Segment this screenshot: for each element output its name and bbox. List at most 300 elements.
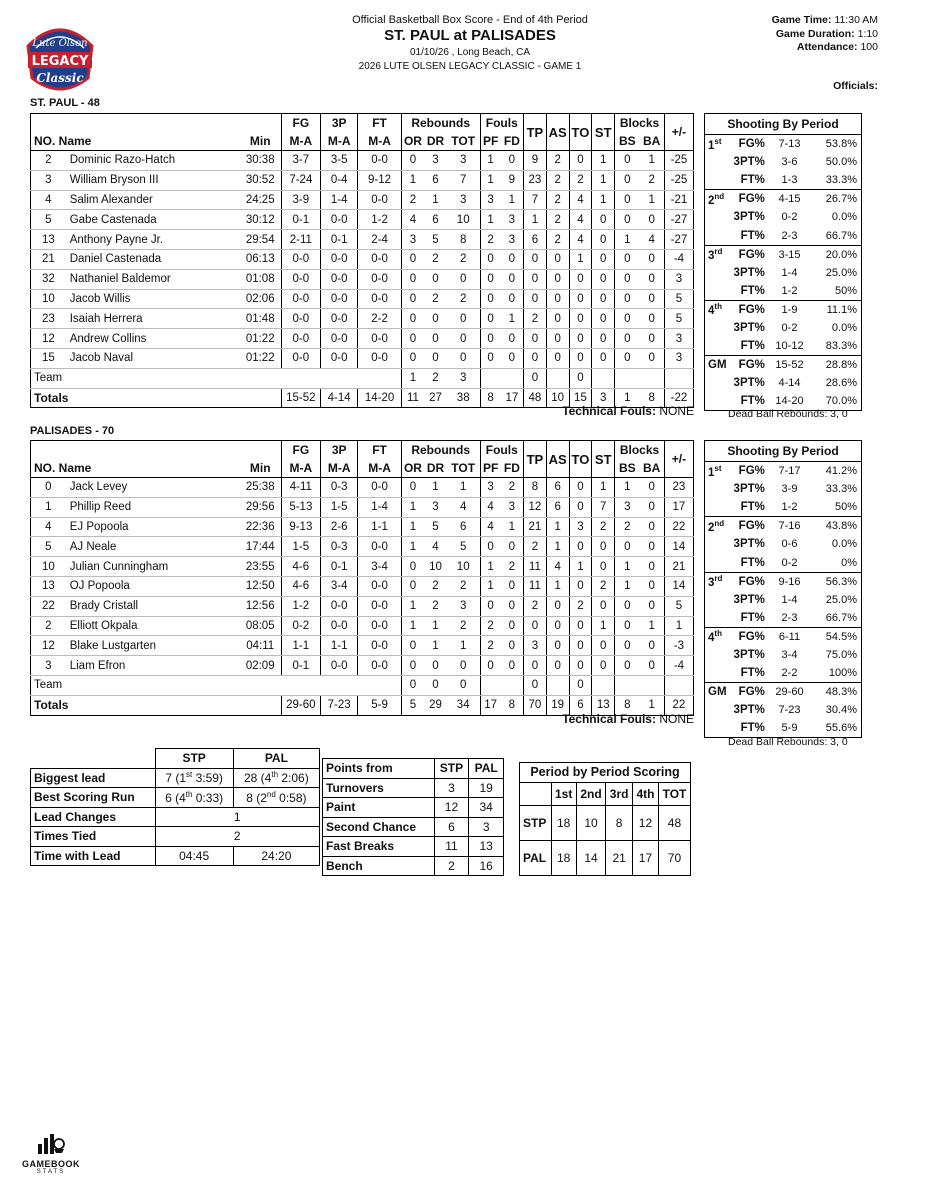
stat-as: 2 (546, 230, 569, 250)
stat-fd: 0 (501, 576, 524, 596)
shooting-stat-label: 3PT% (733, 266, 765, 279)
stat-ba: 1 (639, 190, 664, 210)
col-or: OR (401, 458, 424, 478)
stat-bs: 2 (615, 517, 640, 537)
col-plus-minus: +/- (664, 441, 693, 478)
col-fouls: Fouls (480, 441, 523, 459)
stat-or: 0 (401, 636, 424, 656)
stat-or: 0 (401, 557, 424, 577)
stat-bs: 0 (615, 170, 640, 190)
stat-fg: 0-0 (281, 269, 320, 289)
col-plus-minus: +/- (664, 114, 693, 151)
team-st-empty (592, 675, 615, 695)
stat-tp: 0 (524, 269, 547, 289)
lead-stp-suffix: st (186, 770, 193, 780)
stat-bs: 0 (615, 289, 640, 309)
stat-dr: 2 (424, 576, 447, 596)
player-name: Dominic Razo-Hatch (66, 151, 240, 171)
col-bs: BS (615, 458, 640, 478)
period-scoring-title: Period by Period Scoring (520, 763, 691, 783)
shooting-stat-label: FG% (738, 359, 765, 372)
shooting-made-att: 0-6 (781, 538, 798, 551)
total-tp3: 4-14 (321, 388, 358, 408)
stat-min: 02:09 (240, 656, 281, 676)
shooting-stat-label: 3PT% (733, 704, 765, 717)
player-name: Phillip Reed (66, 497, 240, 517)
stat-min: 01:48 (240, 309, 281, 329)
stat-min: 12:50 (240, 576, 281, 596)
stat-fd: 3 (501, 210, 524, 230)
total-pm: -22 (664, 388, 693, 408)
col-min: Min (240, 458, 281, 478)
stat-min: 30:52 (240, 170, 281, 190)
stat-dr: 2 (424, 249, 447, 269)
stat-ba: 0 (639, 557, 664, 577)
stat-pf: 1 (480, 151, 501, 171)
period-label (705, 683, 729, 702)
col-ft-ma: M-A (358, 458, 402, 478)
player-number: 13 (31, 230, 66, 250)
shooting-stat-label: FT% (740, 395, 765, 408)
team-row (31, 675, 694, 695)
col-tot: TOT (447, 458, 480, 478)
stat-pm: 5 (664, 289, 693, 309)
col-fouls: Fouls (480, 114, 523, 132)
stat-dr: 2 (424, 289, 447, 309)
total-pf: 8 (480, 388, 501, 408)
stat-pf: 4 (480, 517, 501, 537)
totals-label: Totals (31, 695, 282, 715)
stat-or: 0 (401, 576, 424, 596)
shooting-pct: 33.3% (814, 171, 861, 190)
player-name: Brady Cristall (66, 596, 240, 616)
stat-tp: 0 (524, 616, 547, 636)
col-tp: TP (524, 114, 547, 151)
stat-ft: 0-0 (358, 249, 402, 269)
stat-ft: 0-0 (358, 289, 402, 309)
stat-pm: 3 (664, 329, 693, 349)
stat-fd: 3 (501, 497, 524, 517)
shooting-row (705, 374, 862, 392)
stat-st: 1 (592, 151, 615, 171)
stat-tot: 0 (447, 329, 480, 349)
lead-pal (233, 768, 319, 788)
stat-ba: 0 (639, 537, 664, 557)
stat-ba: 0 (639, 636, 664, 656)
total-dr: 27 (424, 388, 447, 408)
stat-min: 30:38 (240, 151, 281, 171)
stat-pm: 22 (664, 517, 693, 537)
shooting-made-att: 1-3 (765, 171, 814, 190)
period-suffix: rd (714, 247, 723, 257)
stat-tp3: 0-3 (321, 478, 358, 498)
shooting-made-att: 5-9 (781, 722, 798, 735)
shooting-pct: 0% (814, 553, 861, 572)
stat-bs: 0 (615, 329, 640, 349)
period-header: TOT (658, 782, 690, 805)
period-label (705, 245, 729, 264)
shooting-made-att: 2-3 (765, 609, 814, 628)
officials-label: Officials: (833, 80, 878, 92)
stat-pf: 0 (480, 596, 501, 616)
shooting-pct: 54.5% (825, 630, 857, 643)
stat-ba: 4 (639, 230, 664, 250)
lead-pal (233, 788, 319, 808)
stat-ba: 0 (639, 497, 664, 517)
stat-ft: 0-0 (358, 151, 402, 171)
team-or: 1 (401, 368, 424, 388)
period-score: 10 (576, 805, 605, 840)
shooting-pct: 20.0% (825, 248, 857, 261)
period-label (705, 337, 729, 356)
total-fd: 17 (501, 388, 524, 408)
shooting-pct: 11.1% (826, 303, 857, 316)
period-label (705, 498, 729, 517)
stat-bs: 0 (615, 309, 640, 329)
times-tied-label: Times Tied (31, 827, 156, 847)
stat-pf: 0 (480, 656, 501, 676)
player-number: 2 (31, 616, 66, 636)
stat-tp3: 0-1 (321, 230, 358, 250)
stat-to: 0 (569, 576, 592, 596)
shooting-stat-label: FT% (729, 282, 765, 301)
lead-changes-row (31, 807, 320, 827)
points-label: Second Chance (323, 817, 435, 837)
player-row (31, 636, 694, 656)
stat-fd: 0 (501, 636, 524, 656)
stat-to: 4 (569, 230, 592, 250)
stat-min: 22:36 (240, 517, 281, 537)
period-label (705, 609, 729, 628)
player-name: Gabe Castenada (66, 210, 240, 230)
shooting-pct: 50% (814, 498, 861, 517)
stat-pm: 3 (664, 269, 693, 289)
player-row (31, 210, 694, 230)
stat-tp: 3 (524, 636, 547, 656)
stat-st: 0 (592, 537, 615, 557)
stat-dr: 2 (424, 596, 447, 616)
team-row-label: Team (31, 368, 402, 388)
stat-min: 08:05 (240, 616, 281, 636)
box-score-table (30, 440, 694, 716)
player-name: Salim Alexander (66, 190, 240, 210)
shooting-pct: 43.8% (825, 520, 857, 533)
player-number: 2 (31, 151, 66, 171)
period-label (705, 356, 729, 375)
stat-to: 0 (569, 497, 592, 517)
period-label (705, 319, 729, 337)
shooting-made-att: 1-9 (781, 303, 798, 316)
stat-bs: 3 (615, 497, 640, 517)
period-scoring-table (519, 762, 691, 876)
stat-ft: 0-0 (358, 190, 402, 210)
col-dr: DR (424, 458, 447, 478)
stat-bs: 0 (615, 656, 640, 676)
stat-ft: 2-2 (358, 309, 402, 329)
shooting-row (705, 462, 862, 481)
stat-tp3: 0-0 (321, 210, 358, 230)
technical-fouls (562, 404, 694, 418)
stat-ba: 0 (639, 596, 664, 616)
shooting-pct: 50.0% (825, 156, 857, 169)
game-info (772, 14, 878, 55)
stat-as: 6 (546, 497, 569, 517)
points-stp: 12 (434, 798, 469, 818)
stat-dr: 0 (424, 309, 447, 329)
stat-st: 0 (592, 269, 615, 289)
shooting-row (705, 282, 862, 301)
player-name: Andrew Collins (66, 329, 240, 349)
stat-dr: 5 (424, 517, 447, 537)
stat-tot: 7 (447, 170, 480, 190)
col-rebounds: Rebounds (401, 114, 480, 132)
stat-st: 1 (592, 170, 615, 190)
footer-brand-sub: STATS (36, 1169, 66, 1175)
col-3p: 3P (321, 441, 358, 459)
stat-or: 0 (401, 289, 424, 309)
stat-to: 0 (569, 348, 592, 368)
stat-ba: 0 (639, 269, 664, 289)
stat-tot: 2 (447, 249, 480, 269)
lead-stp-rest: 3:59) (192, 771, 223, 786)
footer-brand: GAMEBOOK (22, 1159, 80, 1169)
shooting-made-att: 7-23 (778, 704, 801, 717)
lead-row (31, 788, 320, 808)
stat-pf: 1 (480, 557, 501, 577)
col-fd: FD (501, 458, 524, 478)
player-row (31, 151, 694, 171)
shooting-made-att: 0-2 (765, 553, 814, 572)
stat-dr: 0 (424, 656, 447, 676)
stat-min: 02:06 (240, 289, 281, 309)
stat-st: 1 (592, 190, 615, 210)
points-row (323, 837, 504, 857)
stat-to: 0 (569, 478, 592, 498)
shooting-stat-label: FG% (738, 686, 765, 699)
player-name: William Bryson III (66, 170, 240, 190)
period-label (705, 517, 729, 536)
shooting-row (705, 480, 862, 498)
points-stp: 2 (434, 856, 469, 876)
col-ba: BA (639, 131, 664, 151)
stat-st: 0 (592, 210, 615, 230)
shooting-row (705, 264, 862, 282)
stat-fd: 0 (501, 348, 524, 368)
stat-or: 1 (401, 497, 424, 517)
stat-fg: 1-5 (281, 537, 320, 557)
col-st: ST (592, 441, 615, 478)
stat-tot: 1 (447, 478, 480, 498)
shooting-row (705, 153, 862, 171)
lead-header-stp: STP (155, 749, 233, 769)
stat-pf: 0 (480, 537, 501, 557)
stat-tp: 6 (524, 230, 547, 250)
period-row (520, 805, 691, 840)
team-fouls-empty (480, 675, 523, 695)
stat-to: 0 (569, 309, 592, 329)
stat-or: 0 (401, 269, 424, 289)
lead-row (31, 768, 320, 788)
col-dr: DR (424, 131, 447, 151)
stat-pm: -4 (664, 249, 693, 269)
period-label (705, 374, 729, 392)
matchup-title: ST. PAUL at PALISADES (384, 27, 556, 44)
shooting-row (705, 337, 862, 356)
col-st: ST (592, 114, 615, 151)
stat-dr: 0 (424, 329, 447, 349)
stat-fd: 0 (501, 537, 524, 557)
stat-tp3: 0-0 (321, 249, 358, 269)
period-team: PAL (520, 840, 552, 875)
stat-as: 6 (546, 478, 569, 498)
col-pf: PF (480, 131, 501, 151)
stat-to: 4 (569, 190, 592, 210)
shooting-stat-label: FG% (738, 248, 765, 261)
points-row (323, 778, 504, 798)
stat-pm: -27 (664, 230, 693, 250)
stat-tot: 3 (447, 151, 480, 171)
period-label (705, 153, 729, 171)
period-number: GM (708, 359, 727, 372)
player-row (31, 656, 694, 676)
shooting-pct: 56.3% (825, 575, 857, 588)
lead-table (30, 748, 320, 866)
shooting-by-period (704, 113, 862, 411)
stat-to: 0 (569, 151, 592, 171)
stat-dr: 1 (424, 616, 447, 636)
shooting-pct: 75.0% (825, 648, 857, 661)
team-pm-empty (664, 675, 693, 695)
stat-as: 0 (546, 329, 569, 349)
player-name: Jack Levey (66, 478, 240, 498)
stat-pm: -27 (664, 210, 693, 230)
shooting-stat-label: 3PT% (733, 648, 765, 661)
stat-ba: 0 (639, 517, 664, 537)
shooting-pct: 0.0% (831, 538, 857, 551)
stat-fg: 0-0 (281, 289, 320, 309)
stat-fg: 0-0 (281, 309, 320, 329)
total-bs: 1 (615, 388, 640, 408)
period-label (705, 226, 729, 245)
stat-pm: 23 (664, 478, 693, 498)
points-from-header: Points from (323, 759, 435, 779)
total-pf: 17 (480, 695, 501, 715)
header-blank (31, 441, 282, 459)
stat-tp: 2 (524, 596, 547, 616)
period-number: 4 (708, 305, 715, 318)
col-fg-ma: M-A (281, 131, 320, 151)
shooting-row (705, 627, 862, 646)
period-score: 17 (632, 840, 658, 875)
totals-label: Totals (31, 388, 282, 408)
stat-tot: 3 (447, 190, 480, 210)
stat-or: 0 (401, 151, 424, 171)
total-ba: 1 (639, 695, 664, 715)
shooting-pct: 26.7% (825, 193, 857, 206)
shooting-made-att: 1-2 (765, 282, 814, 301)
points-pal: 3 (469, 817, 504, 837)
stat-fd: 0 (501, 151, 524, 171)
team-st-empty (592, 368, 615, 388)
stat-fd: 1 (501, 309, 524, 329)
shooting-row (705, 171, 862, 190)
stat-dr: 5 (424, 230, 447, 250)
stat-min: 25:38 (240, 478, 281, 498)
stat-as: 2 (546, 190, 569, 210)
team-to: 0 (569, 675, 592, 695)
shooting-row (705, 135, 862, 154)
stat-ft: 1-4 (358, 497, 402, 517)
total-bs: 8 (615, 695, 640, 715)
player-number: 5 (31, 210, 66, 230)
total-tp: 70 (524, 695, 547, 715)
lead-stp-rest: 0:33) (192, 790, 224, 805)
stat-to: 2 (569, 596, 592, 616)
shooting-stat-label: FT% (740, 722, 765, 735)
period-suffix: nd (714, 518, 725, 528)
col-to: TO (569, 441, 592, 478)
attendance: 100 (860, 41, 878, 53)
col-3p: 3P (321, 114, 358, 132)
stat-pf: 0 (480, 289, 501, 309)
period-header: 3rd (606, 782, 633, 805)
col-bs: BS (615, 131, 640, 151)
total-tot: 38 (447, 388, 480, 408)
stat-tp3: 0-0 (321, 616, 358, 636)
stat-dr: 3 (424, 151, 447, 171)
times-tied-value: 2 (155, 827, 320, 847)
stat-pf: 0 (480, 269, 501, 289)
stat-fd: 0 (501, 596, 524, 616)
period-row (520, 840, 691, 875)
col-pf: PF (480, 458, 501, 478)
stat-or: 3 (401, 230, 424, 250)
points-pal: 13 (469, 837, 504, 857)
svg-text:Classic: Classic (36, 71, 84, 85)
stat-tot: 2 (447, 576, 480, 596)
team-dr: 0 (424, 675, 447, 695)
stat-bs: 0 (615, 249, 640, 269)
stat-ft: 0-0 (358, 478, 402, 498)
lead-changes-value: 1 (155, 807, 320, 827)
team-pm-empty (664, 368, 693, 388)
period-header: 4th (632, 782, 658, 805)
technical-fouls-label: Technical Fouls: (562, 712, 656, 726)
points-label: Turnovers (323, 778, 435, 798)
stat-st: 2 (592, 517, 615, 537)
shooting-pct: 25.0% (825, 266, 857, 279)
period-label (705, 701, 729, 719)
period-score: 14 (576, 840, 605, 875)
player-row (31, 249, 694, 269)
shooting-pct: 83.3% (814, 337, 861, 356)
svg-text:LEGACY: LEGACY (31, 54, 89, 69)
stat-ba: 0 (639, 656, 664, 676)
team-tot: 3 (447, 368, 480, 388)
total-ba: 8 (639, 388, 664, 408)
stat-ba: 0 (639, 249, 664, 269)
team-title: PALISADES - 70 (30, 425, 115, 437)
shooting-pct: 66.7% (814, 609, 861, 628)
stat-dr: 3 (424, 497, 447, 517)
stat-ba: 1 (639, 151, 664, 171)
report-type: Official Basketball Box Score - End of 4th Period (352, 14, 588, 26)
shooting-made-att: 1-2 (765, 498, 814, 517)
stat-fg: 0-0 (281, 249, 320, 269)
stat-pf: 0 (480, 249, 501, 269)
stat-st: 1 (592, 478, 615, 498)
stat-ft: 0-0 (358, 537, 402, 557)
